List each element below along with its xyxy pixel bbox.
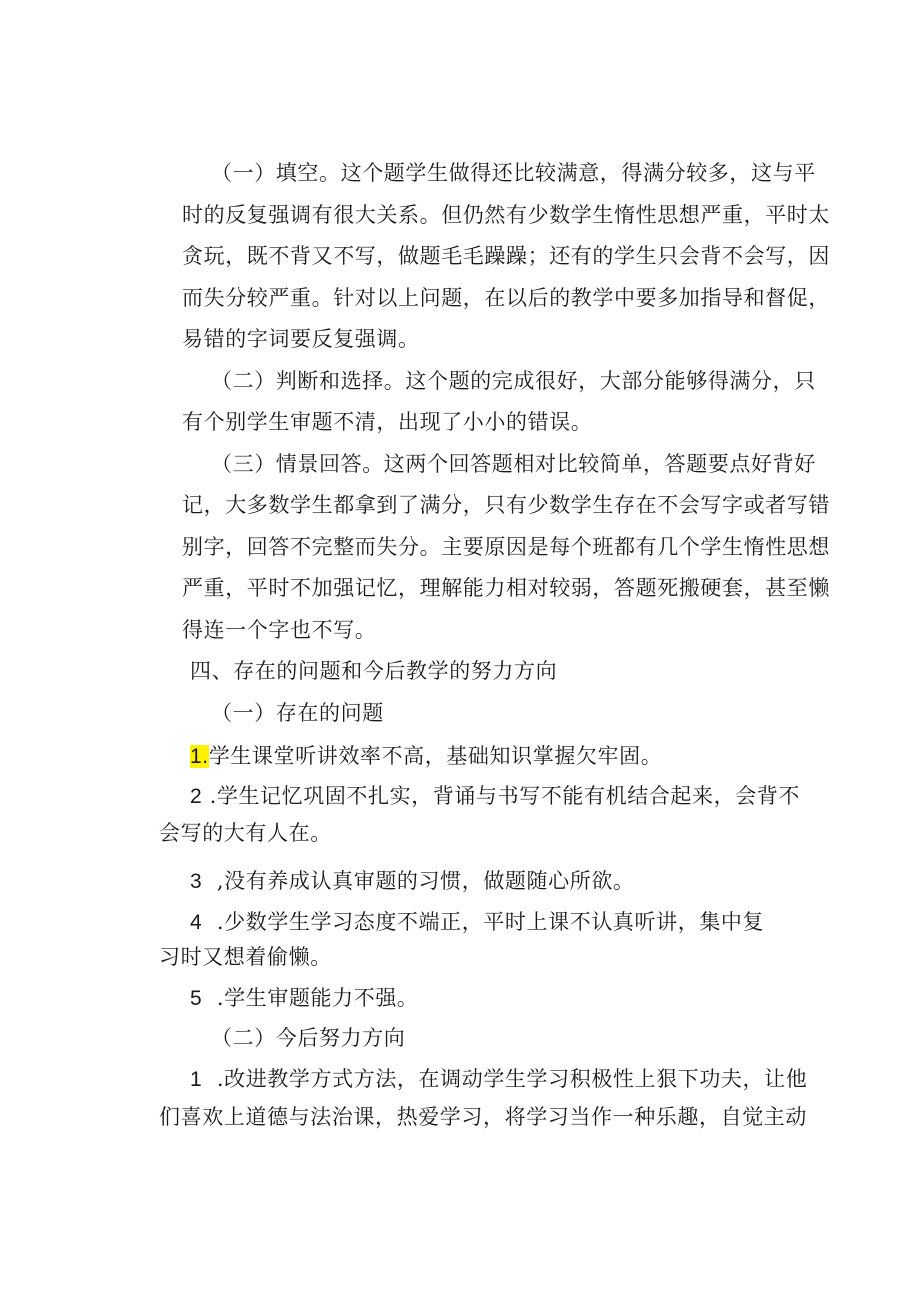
paragraph-line: 严重，平时不加强记忆，理解能力相对较弱，答题死搬硬套，甚至懒 [182,576,830,600]
list-number: 3 [190,870,203,893]
list-item [190,741,662,772]
list-item [190,866,635,897]
paragraph-line: 易错的字词要反复强调。 [182,327,420,351]
list-item [190,907,764,938]
paragraph-line: 时的反复强调有很大关系。但仍然有少数学生惰性思想严重，平时太 [182,203,830,227]
list-number: 2 [190,785,203,808]
paragraph-line: 有个别学生审题不清，出现了小小的错误。 [182,410,593,434]
paragraph-line: （三）情景回答。这两个回答题相对比较简单，答题要点好背好 [211,452,816,476]
paragraph-line: 们喜欢上道德与法治课，热爱学习，将学习当作一种乐趣，自觉主动 [159,1105,807,1129]
section-heading: 四、存在的问题和今后教学的努力方向 [190,659,558,683]
list-item [190,1064,807,1095]
paragraph-line: （二）判断和选择。这个题的完成很好，大部分能够得满分，只 [211,369,816,393]
subsection-heading: （一）存在的问题 [211,701,384,725]
paragraph-line: 别字，回答不完整而失分。主要原因是每个班都有几个学生惰性思想 [182,535,830,559]
list-number: 4 [190,911,203,934]
paragraph-line: 习时又想着偷懒。 [159,945,332,969]
paragraph-line: 而失分较严重。针对以上问题，在以后的教学中要多加指导和督促， [182,286,830,310]
subsection-heading: （二）今后努力方向 [211,1026,406,1050]
list-item-text: .学生记忆巩固不扎实，背诵与书写不能有机结合起来，会背不 [209,784,801,808]
paragraph-line: 会写的大有人在。 [159,821,332,845]
list-item-text: 学生课堂听讲效率不高，基础知识掌握欠牢固。 [208,744,663,768]
paragraph-line: （一）填空。这个题学生做得还比较满意，得满分较多，这与平 [211,161,816,185]
list-item-text: ,没有养成认真审题的习惯，做题随心所欲。 [216,869,635,893]
list-item-text: .少数学生学习态度不端正，平时上课不认真听讲，集中复 [216,910,765,934]
list-number: 5 [190,987,203,1010]
paragraph-line: 得连一个字也不写。 [182,618,377,642]
list-item [190,983,419,1014]
list-item [190,781,800,812]
list-number-highlighted: 1. [190,745,209,768]
list-number: 1 [190,1068,203,1091]
list-item-text: .学生审题能力不强。 [216,986,419,1010]
paragraph-line: 贪玩，既不背又不写，做题毛毛躁躁；还有的学生只会背不会写，因 [182,244,830,268]
list-item-text: .改进教学方式方法，在调动学生学习积极性上狠下功夫，让他 [216,1067,808,1091]
paragraph-line: 记，大多数学生都拿到了满分，只有少数学生存在不会写字或者写错 [182,493,830,517]
